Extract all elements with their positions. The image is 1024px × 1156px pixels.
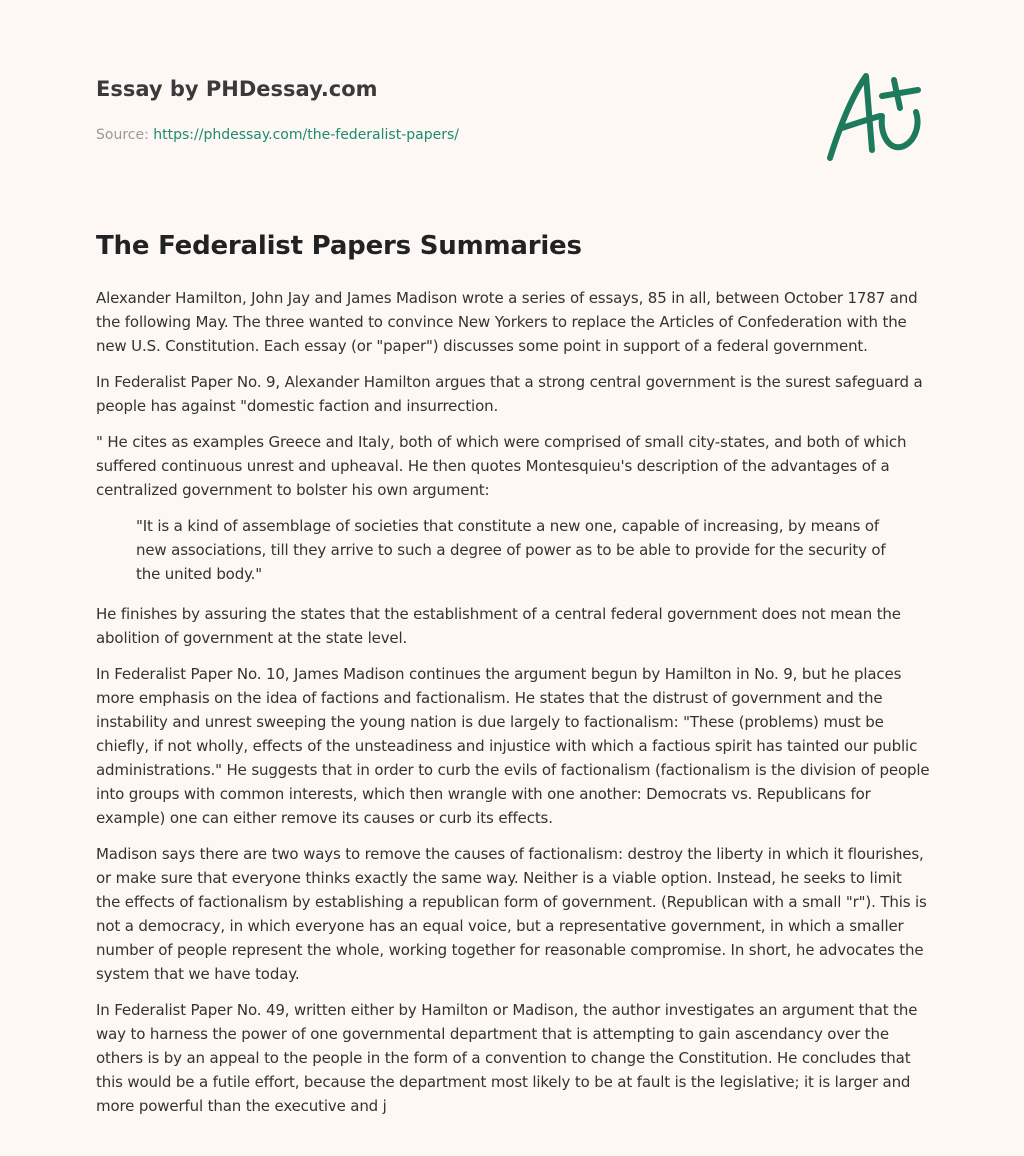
source-link[interactable]: https://phdessay.com/the-federalist-papers/ xyxy=(153,127,459,143)
site-title: Essay by PHDessay.com xyxy=(96,77,378,101)
a-plus-logo-icon xyxy=(820,66,930,166)
essay-paragraph: In Federalist Paper No. 10, James Madison continues the argument begun by Hamilton in No. 9, but he places more emphasis on the idea of factions and factionalism. He states that the distrust of government and the instability and unrest sweeping the young nation is due largely to factionalism: "These (problems) must be chiefly, if not wholly, effects of the unsteadiness and injustice with which a factious spirit has tainted our public administrations." He suggests that in order to curb the evils of factionalism (factionalism is the division of people into groups with common interests, which then wrangle with one another: Democrats vs. Republicans for example) one can either remove its causes or curb its effects. xyxy=(96,665,930,827)
source-label: Source: xyxy=(96,127,154,143)
block-quote: "It is a kind of assemblage of societies that constitute a new one, capable of increasing, by means of new associations, till they arrive to such a degree of power as to be able to provide for the security of the united body." xyxy=(136,517,886,583)
essay-title: The Federalist Papers Summaries xyxy=(96,231,582,261)
essay-content xyxy=(96,226,930,1130)
essay-paragraph: In Federalist Paper No. 9, Alexander Hamilton argues that a strong central government is the surest safeguard a people has against "domestic faction and insurrection. xyxy=(96,373,923,415)
essay-paragraph: He finishes by assuring the states that the establishment of a central federal government does not mean the abolition of government at the state level. xyxy=(96,605,901,647)
essay-paragraph: Madison says there are two ways to remove the causes of factionalism: destroy the liberty in which it flourishes, or make sure that everyone thinks exactly the same way. Neither is a viable option. Instead, he seeks to limit the effects of factionalism by establishing a republican form of government. (Republican with a small "r"). This is not a democracy, in which everyone has an equal voice, but a representative government, in which a smaller number of people represent the whole, working together for reasonable compromise. In short, he advocates the system that we have today. xyxy=(96,845,927,983)
source-line xyxy=(96,124,796,146)
essay-paragraph: " He cites as examples Greece and Italy, both of which were comprised of small city-states, and both of which suffered continuous unrest and upheaval. He then quotes Montesquieu's description of the advantages of a centralized government to bolster his own argument: xyxy=(96,433,907,499)
essay-paragraph: In Federalist Paper No. 49, written either by Hamilton or Madison, the author investigates an argument that the way to harness the power of one governmental department that is attempting to gain ascendancy over the others is by an appeal to the people in the form of a convention to change the Constitution. He concludes that this would be a futile effort, because the department most likely to be at fault is the legislative; it is larger and more powerful than the executive and j xyxy=(96,1001,918,1115)
header xyxy=(96,72,796,146)
essay-paragraph: Alexander Hamilton, John Jay and James Madison wrote a series of essays, 85 in all, between October 1787 and the following May. The three wanted to convince New Yorkers to replace the Articles of Confederation with the new U.S. Constitution. Each essay (or "paper") discusses some point in support of a federal government. xyxy=(96,289,918,355)
